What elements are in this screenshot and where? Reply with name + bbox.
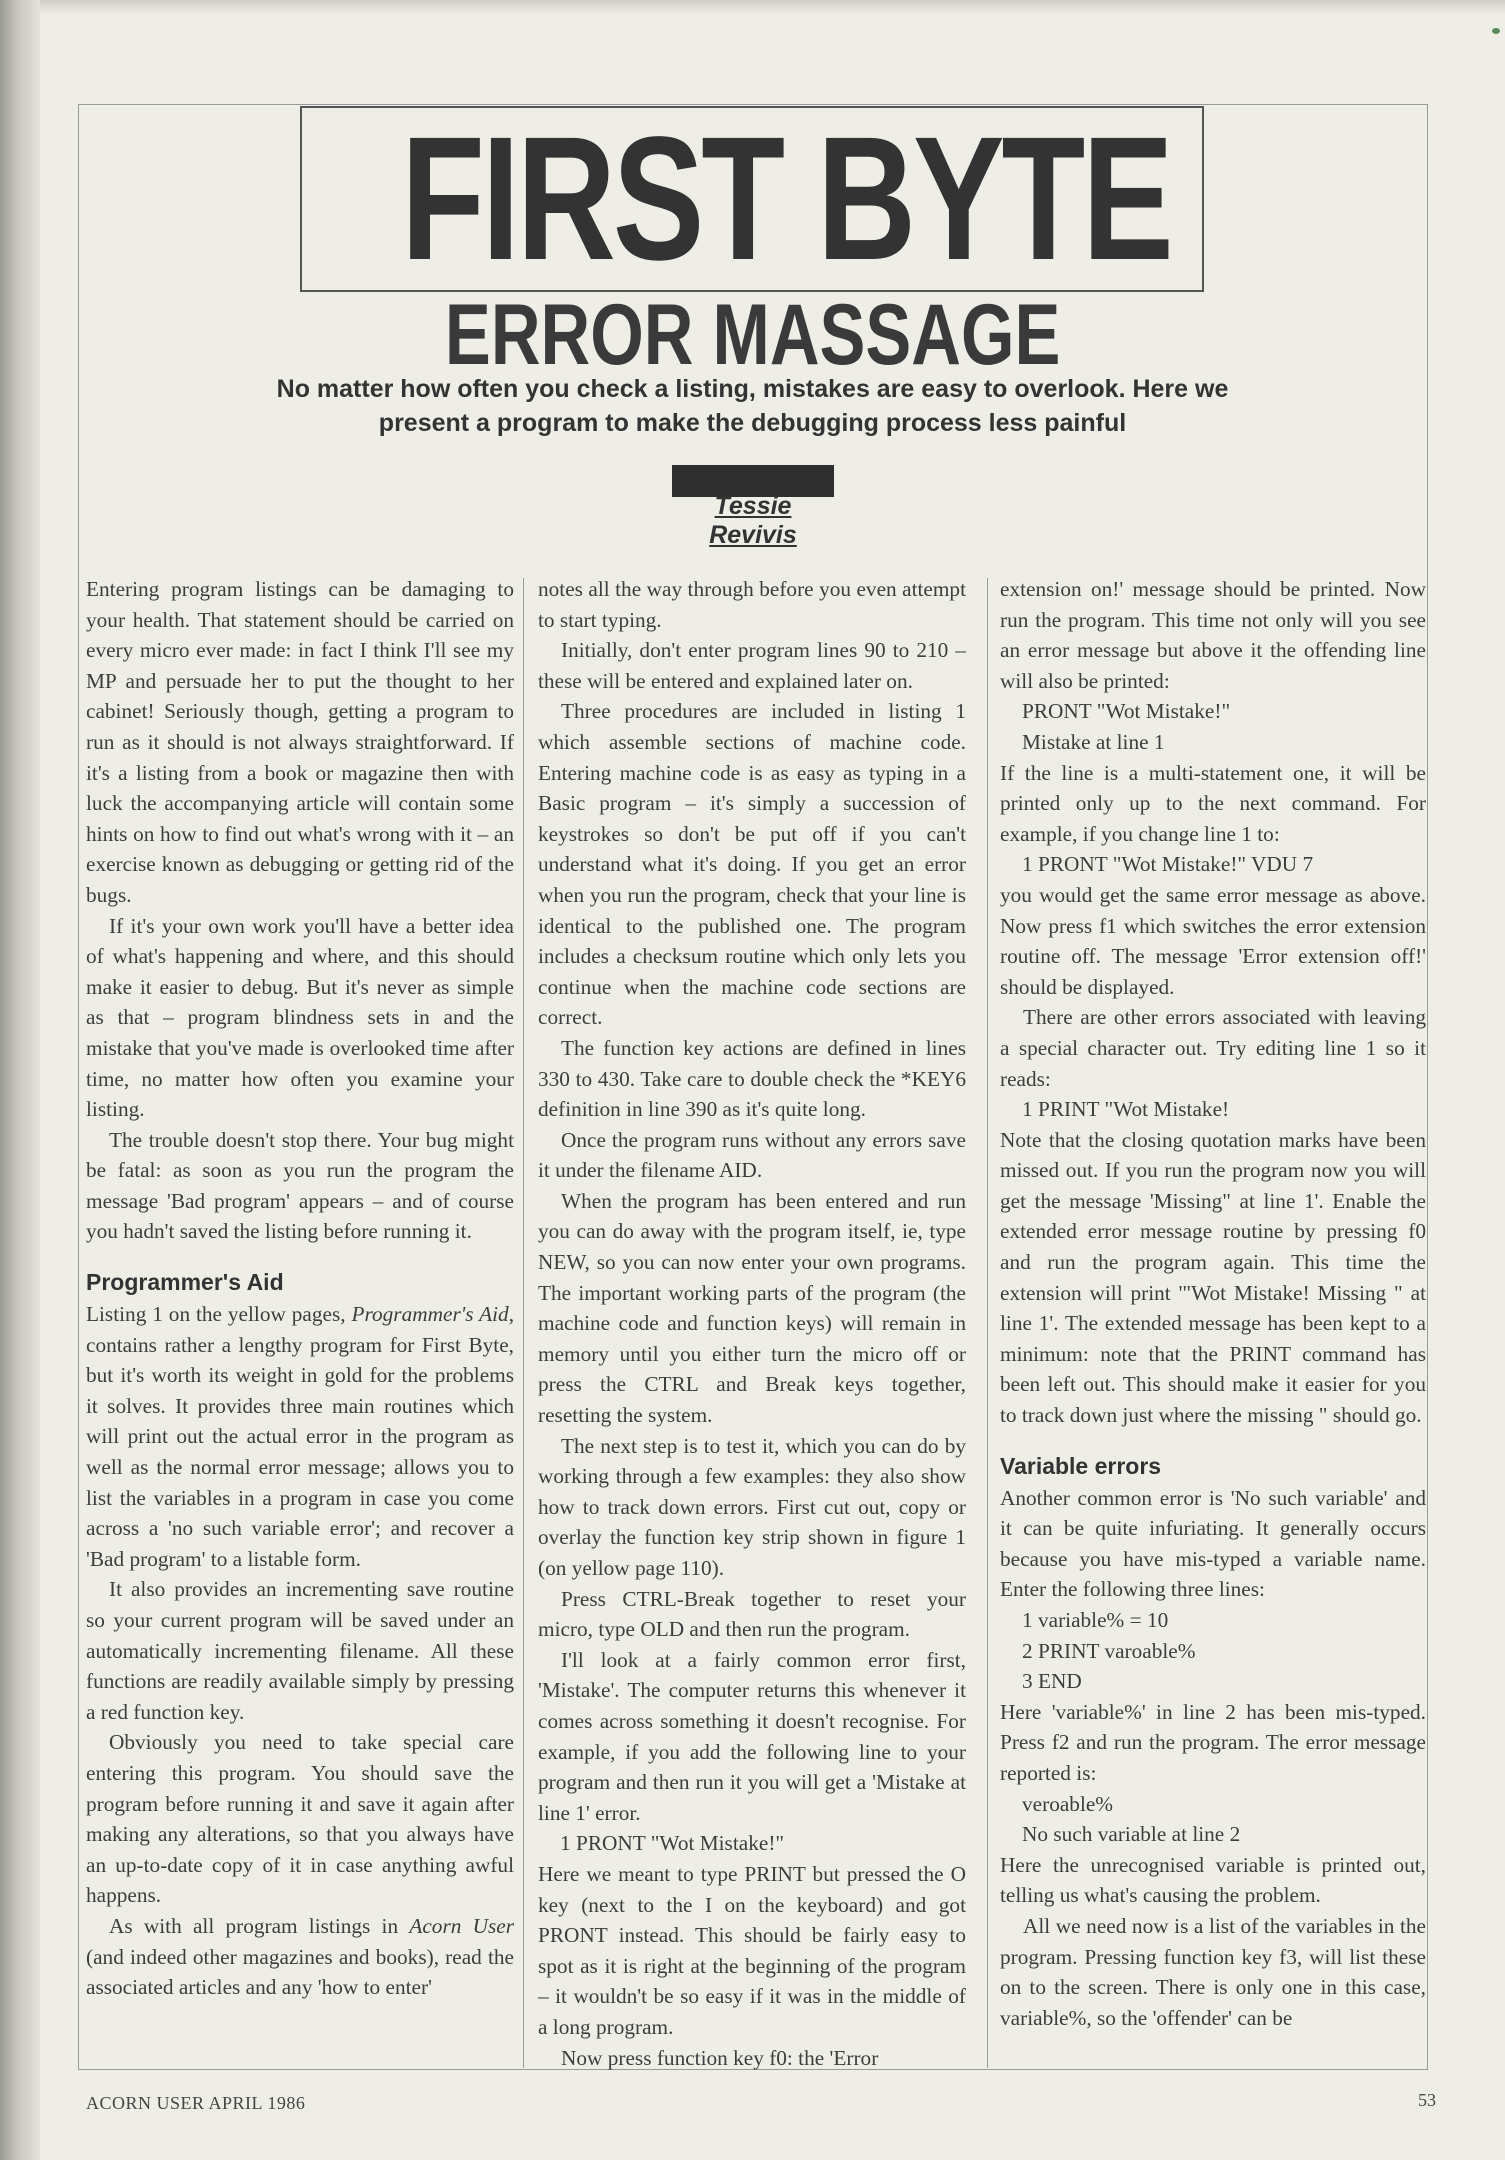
code-line: 3 END <box>1022 1669 1082 1694</box>
paragraph: The next step is to test it, which you can do by working through a few examples: they also show how to track down errors. First cut out, copy or overlay the function key strip shown in figure 1 (on yellow page 110). <box>538 1433 966 1580</box>
paragraph <box>86 1911 514 2003</box>
text-run: , contains rather a lengthy program for First Byte, but it's worth its weight in gold for the problems it solves. It provides three main routines which will print out the actual error in the program as well as the normal error message; allows you to list the variables in a program in case you come across a 'no such variable error'; and recover a 'Bad program' to a listable form. <box>86 1302 515 1571</box>
article-title <box>0 287 1505 383</box>
print-speck <box>1492 28 1500 34</box>
publication-footer: ACORN USER APRIL 1986 <box>86 2093 306 2113</box>
page-top-shadow <box>0 0 1505 14</box>
code-line: 1 PRINT "Wot Mistake! <box>1022 1097 1230 1122</box>
code-line: 2 PRINT varoable% <box>1022 1638 1196 1663</box>
series-title: FIRST BYTE <box>401 101 1171 297</box>
paragraph: Now press function key f0: the 'Error <box>561 2045 879 2070</box>
paragraph: There are other errors associated with leaving a special character out. Try editing line 1 so it reads: <box>1000 1005 1426 1091</box>
paragraph: Another common error is 'No such variable' and it can be quite infuriating. It generally occurs because you have mis-typed a variable name. Enter the following three lines: <box>1000 1485 1426 1602</box>
paragraph: When the program has been entered and run you can do away with the program itself, ie, type NEW, so you can now enter your own programs. The important working parts of the program (the machine code and function keys) will remain in memory until you either turn the micro off or press the CTRL and Break keys together, resetting the system. <box>538 1188 966 1428</box>
section-heading: Programmer's Aid <box>86 1269 284 1296</box>
text-run: As with all program listings in <box>109 1913 410 1938</box>
paragraph: All we need now is a list of the variables in the program. Pressing function key f3, will list these on to the screen. There is only one in this case, variable%, so the 'offender' can be <box>1000 1913 1426 2030</box>
byline: Tessie Revivis <box>709 492 797 549</box>
paragraph <box>86 1299 514 1574</box>
paragraph: The function key actions are defined in lines 330 to 430. Take care to double check the *KEY6 definition in line 390 as it's quite long. <box>538 1035 966 1122</box>
paragraph: Initially, don't enter program lines 90 to 210 – these will be entered and explained later on. <box>538 638 966 693</box>
column-3 <box>1000 574 1426 2033</box>
code-line: veroable% <box>1022 1791 1114 1816</box>
text-run: Listing 1 on the yellow pages, <box>86 1302 352 1327</box>
code-line: PRONT "Wot Mistake!" <box>1022 699 1231 724</box>
standfirst-line-2: present a program to make the debugging process less painful <box>378 409 1127 437</box>
text-run-italic: Acorn User <box>409 1913 515 1938</box>
column-divider-2 <box>987 578 988 2068</box>
paragraph: Press CTRL-Break together to reset your micro, type OLD and then run the program. <box>538 1586 966 1642</box>
paragraph: Once the program runs without any errors save it under the filename AID. <box>538 1127 966 1183</box>
paragraph: Here 'variable%' in line 2 has been mis-typed. Press f2 and run the program. The error message reported is: <box>1000 1699 1426 1785</box>
column-1 <box>86 574 514 2003</box>
paragraph: notes all the way through before you even attempt to start typing. <box>538 577 966 632</box>
title-box <box>300 101 1204 297</box>
paragraph: Obviously you need to take special care entering this program. You should save the program before running it and save it again after making any alterations, so that you always have an up-to-date copy of it in case anything awful happens. <box>86 1730 514 1908</box>
paragraph: extension on!' message should be printed. Now run the program. This time not only will you see an error message but above it the offending line will also be printed: <box>1000 577 1426 693</box>
paragraph: It also provides an incrementing save routine so your current program will be saved under an automatically incrementing filename. All these functions are readily available simply by pressing a red function key. <box>86 1577 514 1724</box>
paragraph: you would get the same error message as above. Now press f1 which switches the error extension routine off. The message 'Error extension off!' should be displayed. <box>1000 882 1426 999</box>
standfirst <box>250 372 1255 440</box>
paragraph: I'll look at a fairly common error first, 'Mistake'. The computer returns this whenever it comes across something it doesn't recognise. For example, if you add the following line to your program and then run it you will get a 'Mistake at line 1' error. <box>538 1647 966 1825</box>
paragraph: If it's your own work you'll have a better idea of what's happening and where, and this should make it easier to debug. But it's never as simple as that – program blindness sets in and the mistake that you've made is overlooked time after time, no matter how often you examine your listing. <box>86 913 514 1122</box>
paragraph: Entering program listings can be damaging to your health. That statement should be carried on every micro ever made: in fact I think I'll see my MP and persuade her to put the thought to her cabinet! Seriously though, getting a program to run as it should is not always straightforward. If it's a listing from a book or magazine then with luck the accompanying article will contain some hints on how to find out what's wrong with it – an exercise known as debugging or getting rid of the bugs. <box>86 577 514 907</box>
paragraph: Here the unrecognised variable is printed out, telling us what's causing the problem. <box>1000 1852 1426 1908</box>
code-line: 1 PRONT "Wot Mistake!" VDU 7 <box>1022 852 1314 877</box>
paragraph: Three procedures are included in listing 1 which assemble sections of machine code. Entering machine code is as easy as typing in a Basic program – it's simply a succession of keystrokes so don't be put off if you can't understand what it's doing. If you get an error when you run the program, check that your line is identical to the published one. The program includes a checksum routine which only lets you continue when the machine code sections are correct. <box>538 699 966 1030</box>
paragraph: The trouble doesn't stop there. Your bug might be fatal: as soon as you run the program the message 'Bad program' appears – and of course you hadn't saved the listing before running it. <box>86 1127 514 1244</box>
standfirst-line-1: No matter how often you check a listing, mistakes are easy to overlook. Here we <box>276 375 1229 403</box>
code-line: 1 variable% = 10 <box>1022 1608 1169 1632</box>
code-line: 1 PRONT "Wot Mistake!" <box>560 1831 785 1856</box>
paragraph: If the line is a multi-statement one, it will be printed only up to the next command. For example, if you change line 1 to: <box>1000 760 1426 846</box>
column-2 <box>538 574 966 2073</box>
code-line: Mistake at line 1 <box>1022 729 1165 754</box>
article-title-text: ERROR MASSAGE <box>444 287 1061 383</box>
text-run: (and indeed other magazines and books), read the associated articles and any 'how to enter' <box>86 1944 514 2000</box>
paragraph: Note that the closing quotation marks have been missed out. If you run the program now you will get the message 'Missing" at line 1'. Enable the extended error message routine by pressing f0 and run the program again. This time the extension will print '"Wot Mistake! Missing " at line 1'. The extended message has been kept to a minimum: note that the PRINT command has been left out. This should make it easier for you to track down just where the missing " should go. <box>1000 1127 1426 1428</box>
code-line: No such variable at line 2 <box>1022 1822 1241 1847</box>
column-divider-1 <box>523 578 524 2068</box>
text-run-italic: Programmer's Aid <box>351 1302 509 1327</box>
paragraph: Here we meant to type PRINT but pressed the O key (next to the I on the keyboard) and got PRONT instead. This should be fairly easy to spot as it is right at the beginning of the program – it wouldn't be so easy if it was in the middle of a long program. <box>538 1861 966 2039</box>
page-number: 53 <box>1418 2090 1436 2110</box>
section-heading: Variable errors <box>1000 1452 1162 1479</box>
